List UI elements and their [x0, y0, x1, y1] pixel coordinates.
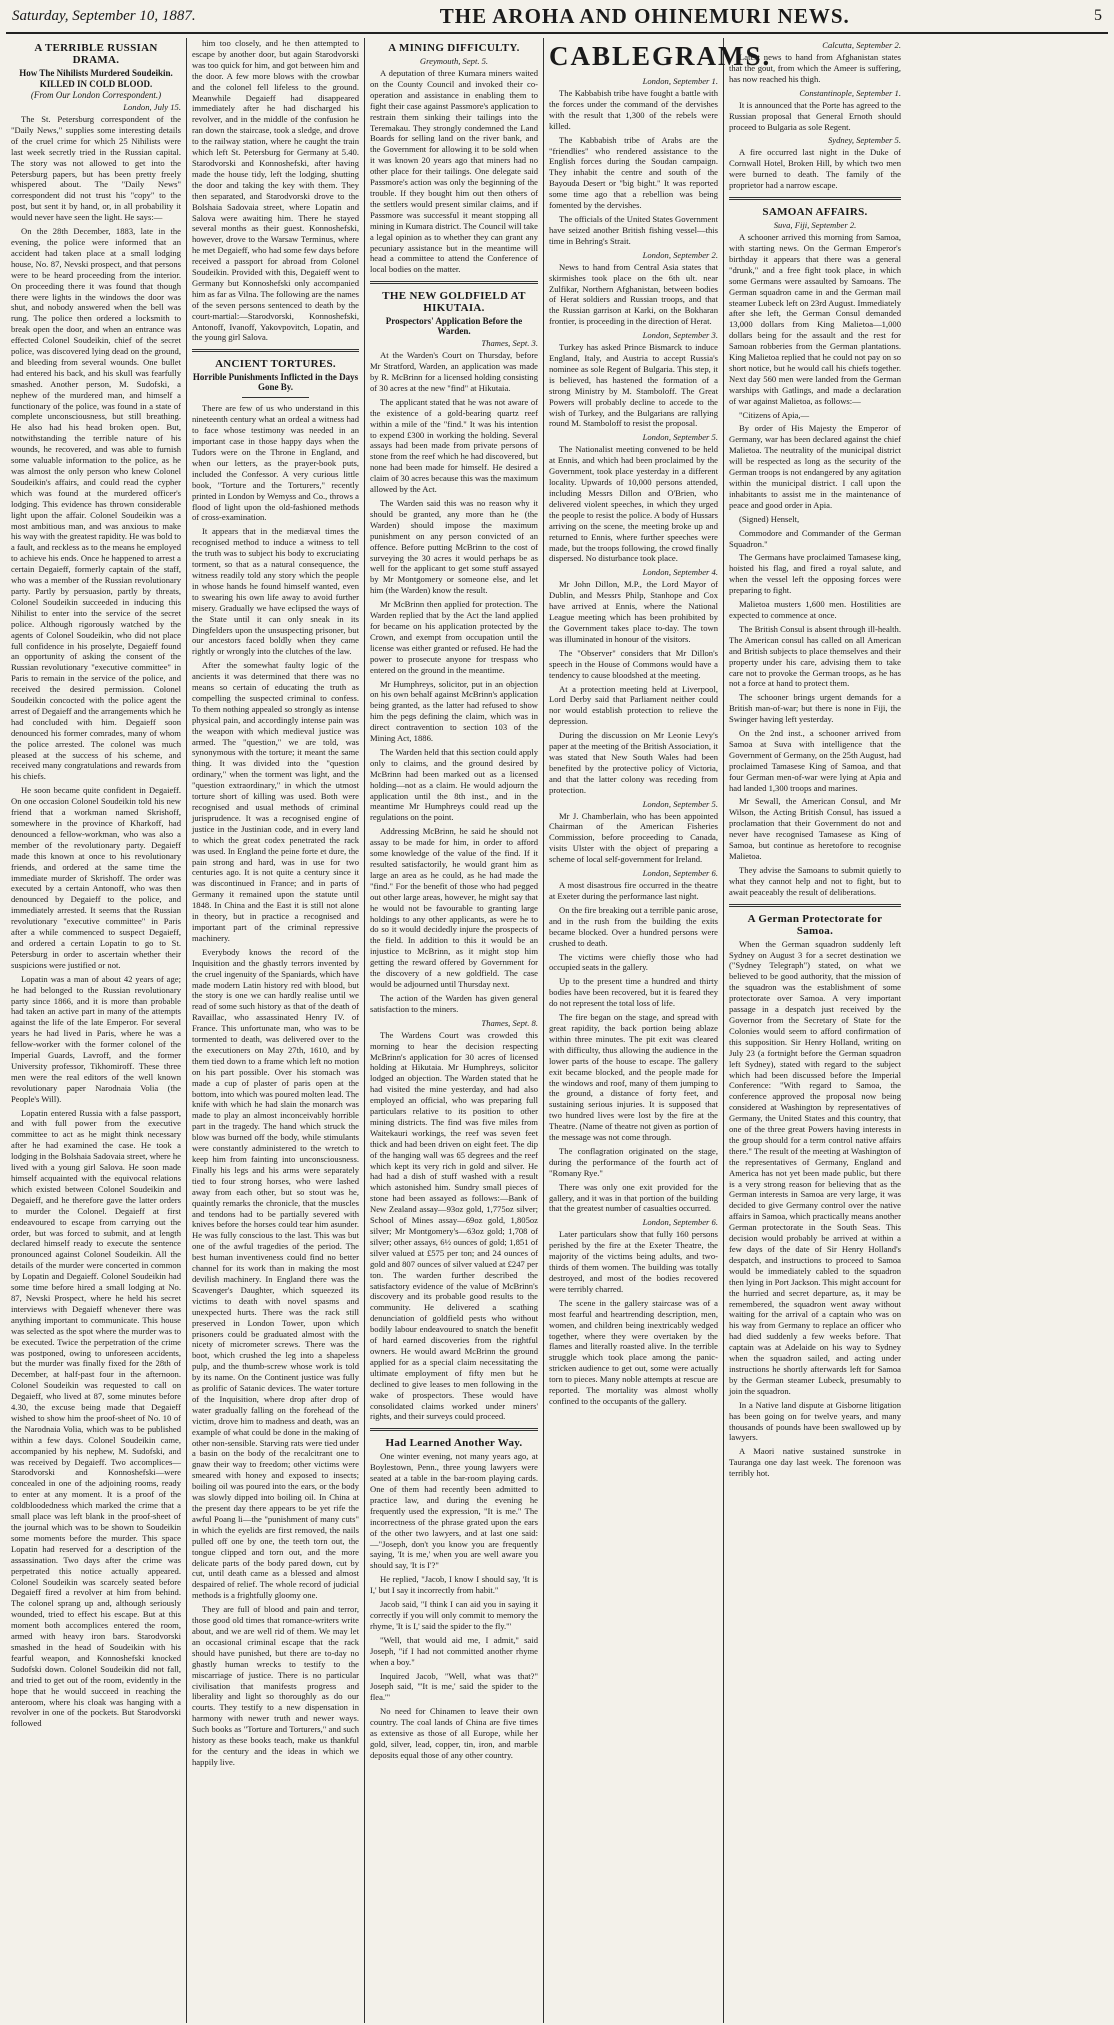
headline: SAMOAN AFFAIRS.	[762, 206, 868, 219]
dateline: Thames, Sept. 3.	[481, 338, 538, 349]
paragraph: The Warden said this was no reason why it should be granted, any more than he (the Warden) should impose the maximum punishment on any person convicted of an offence. Before putting McBrinn to the cost of surveying the 30 acres it would perhaps be as well for the applicant to get some stuff assayed by Mr Montgomery or someone else, and let him (the Warden) know the result.	[370, 498, 538, 596]
cable-list	[549, 76, 718, 1407]
article-body	[370, 350, 538, 1014]
cable-paragraph: Later particulars show that fully 160 persons perished by the fire at the Exeter Theatre, the majority of the victims being adults, and two-thirds of them women. The building was totally destroyed, and most of the bodies recovered were terribly charred.	[549, 1229, 718, 1294]
cable-paragraph: On the fire breaking out a terrible panic arose, and in the rush from the building the exits became blocked. Over a hundred persons were crushed to death.	[549, 904, 718, 948]
paragraph: Malietoa musters 1,600 men. Hostilities are expected to commence at once.	[729, 599, 901, 620]
paragraph: him too closely, and he then attempted to escape by another door, but again Starodvorski was too quick for him, and got between him and the door. A few more blows with the crowbar and the colonel fell lifeless to the ground. Meanwhile Degaieff had disappeared immediately after he had discharged his revolver, and in the middle of the confusion he ran down the staircase, took a sledge, and drove to the railway station, where he caught the train which left St. Petersburg for Germany at 5.40. Starodvorski and Konnoshefski, after having made the house tidy, left the lodging, shutting the door and taking the key with them. They then separated, and Starodvorski drove to the Bolshaia Sadovaia street, where Lopatin and Salova were awaiting him. There he stayed several months as their guest. Konnoshefski, however, drove to the Warsaw Terminus, where he met Degaieff, who had some few days before received a passport for abroad from Colonel Soudeikin. Provided with this, Degaieff went to Germany but Konnoshefski only accompanied him as far as Vilna. The following are the names of the seven persons sentenced to death by the court-martial:—Starodvorski, Konnoshefski, Antonoff, Ivanoff, Yakovpovitch, Lopatin, and the young girl Salova.	[192, 38, 359, 343]
divider	[192, 349, 359, 352]
cable-dateline: London, September 3.	[642, 330, 718, 341]
cable-paragraph: Turkey has asked Prince Bismarck to induce England, Italy, and Austria to accept Russia's nominee as sole Regent of Bulgaria. This step, it is believed, has hastened the formation of a strong Ministry by M. Stamboloff. The Great Powers will probably decline to accede to the wish of Turkey, and the Bulgarians are rallying round M. Stamboloff to resist the proposal.	[549, 342, 718, 429]
page-header	[6, 0, 1108, 34]
cable-paragraph: The victims were chiefly those who had occupied seats in the gallery.	[549, 951, 718, 973]
paragraph: Everybody knows the record of the Inquisition and the ghastly terrors invented by the cruel ingenuity of the Spaniards, which have made modern Latin history red with blood, but the story is one we can hardly realise until we read of some such history as that of the death of Ravaillac, who assassinated Henry IV. of France. This unfortunate man, who was to be tormented to death, was delivered over to the the executioners on May 27th, 1610, and by them tied down to a frame which left no motion on his part possible. Over his stomach was made a cup of plaster of paris open at the bottom, into which was poured molten lead. The knife with which he had slain the monarch was made to play an almost inconceivably horrible part in the tragedy. The hand which struck the blow was burned off the body, while stimulants were constantly administered to the wretch to keep him from fainting into unconsciousness. Finally his legs and his arms were separately tied to four strong horses, who were lashed away from each other, but so stout was he, quaintly remarks the chronicle, that the muscles and tendons had to be partially severed with knives before the horses could tear him asunder. He was fully conscious to the last. This was but one of the awful tragedies of the period. The best human inventiveness could find no better channel for its work than in making the most devilish machinery. In England there was the Scavenger's Daughter, which squeezed its victims to death with novel spasms and unexpected hurts. There was the rack still preserved in London Tower, upon which prisoners could be graduated almost with the nicety of micrometer screws. There was the boot, which crushed the leg into a shapeless pulp, and the thumb-screw whose work is told by its name. On the Continent justice was fully as prolific of Satanic devices. The water torture of the Inquisition, where drop after drop of water gradually falling on the forehead of the victim, drove him to madness and death, was an example of what could be done in the making of other non-sensible. Starving rats were tied under a basin on the body of the recalcitrant one to gnaw their way to freedom; other victims were smeared with honey and exposed to insects; boiling oil was poured into the ears, or the body was slowly dipped into boiling oil. In China at the present day there appears to be yet rife the awful Poang li—the "punishment of many cuts" in which the eyelids are first removed, the nails pulled off one by one, the teeth torn out, the tongue clipped and torn out, and the more delicate parts of the body pared down, cut by cut, until death came as a blessed and almost despaired of relief. The whole record of judicial methods is a frightfully gloomy one.	[192, 946, 359, 1601]
paragraph: He soon became quite confident in Degaieff. On one occasion Colonel Soudeikin told his new friend that a workman named Skrishoff, somewhere in the province of Kharkoff, had denounced a fellow-workman, who was also a member of the revolutionary party. Degaieff made this known at once to his revolutionary friends, and ordered at the same time the immediate murder of Skrishoff. The order was executed by a certain Antonoff, who was then denounced by Degaieff to the police, and immediately arrested. It seems that the Russian revolutionary "executive committee" in Paris after a while commenced to suspect Degaieff, and ordered a certain Lopatin to go to St. Petersburg in order to ascertain whether their suspicions were justified or not.	[11, 785, 181, 970]
paragraph: A Maori native sustained sunstroke in Tauranga one day last week. The forenoon was terribly hot.	[729, 1446, 901, 1479]
columns	[6, 38, 1108, 2023]
cable-paragraph: The officials of the United States Government have seized another British fishing vessel—this time in Behring's Strait.	[549, 213, 718, 246]
article-body	[370, 68, 538, 275]
paragraph: On the 2nd inst., a schooner arrived from Samoa at Suva with intelligence that the Government of Germany, on the 25th August, had proclaimed Tamasese King of Samoa, and that four German men-of-war were lying at Apia and had landed 1,300 troops and marines.	[729, 728, 902, 793]
paragraph: There are few of us who understand in this nineteenth century what an ordeal a witness had to face whose testimony was needed in an important case in those happy days when the Tudors were on the Throne in England, and when our letters, as the prayer-book puts, included the Confessor. A very curious little book, "Torture and the Torturers," recently printed in London by Wemyss and Co., throws a flood of light upon the old-fashioned methods of cross-examination.	[192, 403, 359, 523]
paragraph: It appears that in the mediæval times the recognised method to induce a witness to tell the truth was to subject his body to excruciating torment, so that as a natural consequence, the witness readily told any story which the people in whose hands he found himself wanted, even to swearing his own life away to avoid further misery. Gradually we have eclipsed the ways of the State until it can only sneak in its Dingfelders upon the unsuspecting prisoner, but our ancestors faced boldly when they came rightly or wrongly into the clutches of the law.	[192, 526, 359, 657]
paragraph: At the Warden's Court on Thursday, before Mr Stratford, Warden, an application was made by R. McBrinn for a licensed holding consisting of 30 acres at the new "find" at Hikutaia.	[370, 350, 538, 393]
article-body	[729, 939, 901, 1479]
paragraph: The Germans have proclaimed Tamasese king, hoisted his flag, and fired a royal salute, and when the vessel left the opposing forces were preparing to fight.	[729, 552, 901, 596]
divider	[729, 197, 901, 200]
headline: A MINING DIFFICULTY.	[388, 42, 520, 54]
page-number: 5	[1093, 7, 1102, 24]
headline: ANCIENT TORTURES.	[215, 358, 336, 371]
cable-paragraph: During the discussion on Mr Leonie Levy's paper at the meeting of the British Association, it was stated that New South Wales had been benefited by the protective policy of Victoria, and that the latter colony was receding from protection.	[549, 730, 718, 795]
article-body	[192, 403, 359, 1767]
dateline: Suva, Fiji, September 2.	[773, 220, 857, 231]
cable-dateline: London, September 2.	[642, 249, 718, 260]
headline: A TERRIBLE RUSSIAN DRAMA.	[34, 42, 158, 66]
paragraph: One winter evening, not many years ago, at Boylestown, Penn., three young lawyers were seated at a table in the bar-room playing cards. One of them had recently been admitted to practice law, and during the evening he frequently used the expression, "It is me." The incorrectness of the phrase grated upon the ears of the other two lawyers, and at last one said:—"Joseph, don't you know you are frequently saying, 'It is me,' when you are well aware you should say, 'It is I'?"	[370, 1451, 538, 1571]
paragraph: Mr Humphreys, solicitor, put in an objection on his own behalf against McBrinn's application being granted, as the latter had refused to show him the pegs defining the claim, which was in direct contravention to section 103 of the Mining Act, 1886.	[370, 678, 538, 744]
cable-paragraph: Latest news to hand from Afghanistan states that the gout, from which the Ameer is suffering, has now reached his thigh.	[729, 52, 901, 84]
paragraph: After the somewhat faulty logic of the ancients it was determined that there was no means so certain of educating the truth as compelling the suspected criminal to confess. To them nothing appealed so strongly as intense physical pain, and accordingly intense pain was the weapon with which medieval justice was armed. The "question," we are told, was synonymous with the torture; it meant the same thing. It was divided into the "question ordinary," when the torment was light, and the "question extraordinary," in which the utmost torture short of killing was used. Both were recognised and usual methods of criminal jurisprudence. It was a recognised engine of justice in the Justinian code, and in every land to which the great codex penetrated the rack was used. In England the peine forte et dure, the pain strong and hard, was in use for two centuries ago. It is not quite a century since it was discontinued in France; and in parts of Germany it remained upon the statute until 1848. In China and the East it is still not alone in theory, but in practice a recognised and important part of the criminal repressive machinery.	[192, 660, 359, 943]
cable-paragraph: The conflagration originated on the stage, during the performance of the fourth act of "Romany Rye."	[549, 1145, 718, 1178]
cable-paragraph: The "Observer" considers that Mr Dillon's speech in the House of Commons would have a tendency to cause bloodshed at the meeting.	[549, 647, 718, 680]
paragraph: When the German squadron suddenly left Sydney on August 3 for a secret destination we ("Sydney Telegraph") stated, on what we believed to be good authority, that the mission of the squadron was the establishment of some protectorate over Samoa. A very important passage in a despatch just received by the Governor from the Secretary of State for the Colonies would seem to afford confirmation of this supposition. Sir Henry Holland, writing on July 23 (a fortnight before the German squadron left Sydney), stated with regard to the subject which had been discussed before the Imperial Conference: "With regard to Samoa, the conference approved the proposal now being considered at Washington by representatives of Germany, the United States and this country, that one of the three great Powers having interests in the group should for a term control native affairs there." The result of the meeting at Washington of the representatives of Germany, England and America has not yet been made public, but there is a very strong reason for believing that as the German interests in Samoa are very large, it was decided to give Germany control over the native affairs in Samoa, which practically means another German protectorate in the South Seas. This decision would probably be arrived at within a few days of the date of Sir Henry Holland's despatch, and instructions to proceed to Samoa would be immediately cabled to the squadron then lying in Port Jackson. This might account for the hurried and secret departure, as, it may be remembered, the squadron went away without waiting for the arrival of a captain who was on his way from Germany to replace an officer who had died suddenly a few weeks before. That captain was at Adelaide on his way to Sydney when the squadron sailed, and acting under instructions he shortly afterwards left for Samoa by the German steamer Lubeck, presumably to join the squadron.	[729, 938, 901, 1396]
cable-paragraph: A fire occurred last night in the Duke of Cornwall Hotel, Broken Hill, by which two men were burned to death. The family of the proprietor had a narrow escape.	[729, 147, 901, 191]
paragraph: A deputation of three Kumara miners waited on the County Council and invoked their co-operation and assistance in enabling them to fight their case against Passmore's application to restrain them sinking their tailings into the Teremakau. They strongly condemned the Land Boards for selling land on the river bank, and the Government for allowing it to be sold when it was known 20 years ago that miners had no other place for their tailings. One delegate said Passmore's action was only the beginning of the trouble. If they bought him out then others of the settlers would present similar claims, and if Passmore was successful it meant stopping all mining in Kumara district. The Council will take a legal opinion as to whether they can grant any pecuniary assistance but in the meantime will head a committee to attend the Conference of local bodies on the matter.	[370, 68, 538, 275]
article-body	[729, 232, 901, 898]
cable-paragraph: The Kabbabish tribe have fought a battle with the forces under the command of the dervishes with the result that 1,300 of the rebels were killed.	[549, 88, 718, 131]
paragraph: He replied, "Jacob, I know I should say, 'It is I,' but I say it incorrectly from habit."	[370, 1574, 538, 1596]
paragraph: The action of the Warden has given general satisfaction to the miners.	[370, 992, 538, 1014]
cable-dateline: Calcutta, September 2.	[822, 40, 901, 50]
paragraph: In a Native land dispute at Gisborne litigation has been going on for twelve years, and many thousands of pounds have been swallowed up by lawyers.	[729, 1399, 901, 1443]
dateline: London, July 15.	[123, 102, 181, 112]
article-body	[11, 114, 181, 1729]
cable-dateline: London, September 6.	[642, 868, 718, 879]
paragraph: The St. Petersburg correspondent of the "Daily News," supplies some interesting details of the cruel crime for which 25 Nihilists were last week secretly tried in the Russian capital. The story was not allowed to get into the Petersburg papers, but has been pretty freely whispered about. The "Daily News" correspondent did not trust his "copy" to the post, but sent it by hand, or, in all probability it would never have seen the light. He says:—	[11, 114, 181, 223]
headline: Had Learned Another Way.	[385, 1437, 523, 1450]
paragraph: (Signed) Henselt,	[739, 513, 800, 524]
cable-paragraph: Mr John Dillon, M.P., the Lord Mayor of Dublin, and Messrs Philp, Stanhope and Cox have arrived at Ennis, where the National League meeting which has been prohibited by the Government takes place to-day. The town was illuminated in honour of the visitors.	[549, 579, 718, 644]
cable-paragraph: Mr J. Chamberlain, who has been appointed Chairman of the American Fisheries Commission, before proceeding to Canada, visits Ulster with the object of preparing a scheme of local self-government for Ireland.	[549, 810, 718, 865]
headline: THE NEW GOLDFIELD AT HIKUTAIA.	[382, 290, 526, 315]
paragraph: A schooner arrived this morning from Samoa, with starting news. On the German Emperor's birthday it appears that there was a general "drunk," and a free fight took place, in which some Germans were assaulted by Samoans. The German squadron came in and the German mail steamer Lubeck left on 23rd August. Immediately after she left, the German Consul demanded 13,000 dollars from King Malietoa—1,000 dollars being for the assault and the rest for Samoan robberies from the German plantations. King Malietoa replied that he could not pay on so short notice, but he would call his chiefs together. Next day 560 men were landed from the German warships with Gatlings, and made a declaration of war against Malietoa, as follows:—	[729, 232, 901, 406]
paragraph: The schooner brings urgent demands for a British man-of-war; but there is none in Fiji, the Swinger having left yesterday.	[729, 692, 901, 725]
paragraph: They advise the Samoans to submit quietly to what they cannot help and not to fight, but to await peaceably the result of deliberations.	[729, 864, 901, 897]
cablegrams-heading: CABLEGRAMS.	[549, 41, 772, 71]
dateline: Greymouth, Sept. 5.	[419, 56, 489, 66]
cable-paragraph: At a protection meeting held at Liverpool, Lord Derby said that Parliament neither could nor would establish protection to relieve the depression.	[549, 683, 718, 727]
cable-paragraph: News to hand from Central Asia states that skirmishes took place on the 6th ult. near Zulfikar, Northern Afghanistan, between bodies of Herat soldiers and Russian troops, and that the Russian garrison at Karki, on the Bokharan frontier, is proceeding in the direction of Herat.	[549, 261, 718, 327]
paragraph: No need for Chinamen to leave their own country. The coal lands of China are five times as extensive as those of all Europe, while her gold, silver, lead, copper, tin, iron, and marble deposits equal those of any other country.	[370, 1706, 538, 1760]
divider	[242, 397, 309, 398]
paragraph: "Well, that would aid me, I admit," said Joseph, "if I had not committed another rhyme when a boy."	[370, 1634, 538, 1667]
cable-dateline: London, September 1.	[642, 76, 718, 86]
paragraph: Addressing McBrinn, he said he should not assay to be made for him, in order to afford some knowledge of the value of the find. If it resulted satisfactorily, he would grant him as large an area as he could, as he had made the "find." For the benefit of those who had pegged out other large areas, however, he might say that he would not be favourable to granting large holdings to any other applicants, as were he to do so it would decidedly injure the prospects of the field. In addition to this it would be an injustice to McBrinn, as it might stop him getting the reward offered by Government for the discovery of a new goldfield. The case would be adjourned until Thursday next.	[370, 826, 538, 989]
paragraph: Mr McBrinn then applied for protection. The Warden replied that by the Act the land applied for became on his application protected by the Crown, and exempt from occupation until the license was either granted or refused. He had the power to prosecute anyone for trespass who entered on the ground in the meantime.	[370, 599, 538, 675]
paragraph: The Wardens Court was crowded this morning to hear the decision respecting McBrinn's application for 30 acres of licensed holding at Hikutaia. Mr Humphreys, solicitor lodged an objection. The Warden stated that he had visited the mine yesterday, and had also employed an official, who was preparing full particulars relative to its position to other mining districts. The find was five miles from Waitekauri workings, the reef was seven feet thick and had been driven on eight feet. The dip of the hanging wall was 65 degrees and the reef which kept its very rich in gold and silver. He had had a dish of stuff washed with a result which astonished him. Sundry small pieces of stone had been assayed as follows:—Bank of New Zealand assay—93oz gold, 1,775oz silver; School of Mines assay—69oz gold, 1,805oz silver; Mr Montgomery's—63oz gold; 1,708 of silver; other assays, 6½ ounces of gold; 1,851 of silver valued at £575 per ton; and 24 ounces of gold and 807 ounces of silver valued at £247 per ton. The warden further described the satisfactory evidence of the value of McBrinn's discovery and its probable good results to the community. He delivered a scathing denunciation of goldfield pests who without bodily labour endeavoured to snatch the benefit of hard earned discoveries from the rightful owners. He would award McBrinn the ground applied for as a special claim necessitating the ultimate employment of fifty men but he declined to give leases to men following in the wake of prospectors. These would have consolidated claims worked under miners' rights, and their surveys could proceed.	[370, 1029, 538, 1422]
article-body	[370, 1030, 538, 1423]
paragraph: The Warden held that this section could apply only to claims, and the ground desired by McBrinn had been marked out as a licensed holding—not as a claim. He would adjourn the application until the 8th inst., and in the meantime Mr Humphreys could read up the regulations on the point.	[370, 746, 538, 823]
paragraph: On the 28th December, 1883, late in the evening, the police were informed that an accident had taken place at a small lodging house, No. 87, Nevski prospect, and that persons were to be heard proceeding from the interior. On proceeding there it was found that though there were lights in the windows the door was shut, and nobody answered when the bell was rung. The police then ordered a locksmith to break open the door, and when an entrance was effected Colonel Soudeikin, chief of the secret police, was discovered lying dead on the ground, and bleeding from several wounds. One bullet had entered his back, and his skull was fearfully smashed. Another person, M. Sudofski, a nephew of the murdered man, and himself a functionary of the police, was found in a state of complete unconsciousness, but still breathing. He also had his head broken open. But, notwithstanding the terrible nature of his wounds, he recovered, and was able to furnish some valuable information to the police, as he was almost the only person who knew Colonel Soudeikin's affairs, and could read the cypher which was found at the murdered officer's lodging. This evidence has thrown considerable light upon the affair. Colonel Soudeikin was a most ambitious man, and was anxious to make his way with the greatest rapidity. He was bold to a fault, and reckless as to the means he employed to achieve his ends. Once he happened to arrest a certain Degaieff, formerly captain of the staff, who was a member of the Russian revolutionary party. Partly by persuasion, partly by threats, Colonel Soudeikin succeeded in inducing this Nihilist to enter into the service of the secret police. Although rigorously watched by the agents of Colonel Soudeikin, who did not place full confidence in his proselyte, Degaieff found an opportunity of asking the consent of the Russian revolutionary "executive committee" in Paris to remain in the service of the police, and received the desired permission. Colonel Soudeikin concocted with the police agent the arrest of Degaieff and the arrangements which he had concluded with him. Degaieff soon denounced his former comrades, many of whom the police arrested. The colonel was much pleased at the success of his scheme, and received many congratulations and rewards from his chiefs.	[11, 226, 181, 782]
cable-dateline: Sydney, September 5.	[827, 135, 901, 146]
cable-dateline: Constantinople, September 1.	[799, 87, 901, 98]
cable-paragraph: The Nationalist meeting convened to be held at Ennis, and which had been proclaimed by the Government, took place yesterday in a different locality. Upwards of 10,000 persons attended, including Messrs Dillon and O'Brien, who delivered violent speeches, in which they urged the people to resist the police. A body of Hussars arriving on the scene, the meeting broke up and returned to Ennis, where further speeches were made, but the troops following, the crowd finally dispersed. No disturbance took place.	[549, 444, 718, 564]
paragraph: Commodore and Commander of the German Squadron."	[729, 527, 901, 549]
dateline: Thames, Sept. 8.	[481, 1017, 538, 1028]
column-2	[187, 38, 365, 2023]
cable-paragraph: It is announced that the Porte has agreed to the Russian proposal that General Ernoth should proceed to Bulgaria as sole Regent.	[729, 99, 901, 132]
subheadline: KILLED IN COLD BLOOD.	[39, 79, 153, 89]
headline: A German Protectorate for Samoa.	[747, 912, 883, 937]
cable-paragraph: The Kabbabish tribe of Arabs are the "friendlies" who rendered assistance to the English forces during the Soudan campaign. They inhabit the centre and south of the Bayouda Desert or "big bight." It was reported some time ago that a rebellion was being fomented by the dervishes.	[549, 134, 718, 211]
cable-dateline: London, September 4.	[642, 567, 718, 578]
byline: (From Our London Correspondent.)	[30, 90, 162, 100]
divider	[370, 281, 538, 284]
cable-paragraph: A most disastrous fire occurred in the theatre at Exeter during the performance last night.	[549, 880, 718, 901]
paragraph: By order of His Majesty the Emperor of Germany, war has been declared against the chief Malietoa. The neutrality of the municipal district will be respected as long as the security of the German troops is not endangered by any agitation within the municipal district. I call upon the inhabitants to assist me in the maintenance of peace and good order in Apia.	[729, 423, 901, 510]
paragraph: Jacob said, "I think I can aid you in saying it correctly if you will only commit to memory the rhyme, 'It is I,' said the spider to the fly.'"	[370, 1599, 538, 1631]
issue-date: Saturday, September 10, 1887.	[12, 7, 196, 24]
subheadline: How The Nihilists Murdered Soudeikin.	[19, 68, 173, 78]
paragraph: Mr Sewall, the American Consul, and Mr Wilson, the Acting British Consul, has issued a proclamation that their Government do not and never have recognised Tamasese as King of Samoa, but continue as heretofore to recognise Malietoa.	[729, 796, 901, 861]
paragraph: "Citizens of Apia,—	[739, 409, 810, 420]
cable-dateline: London, September 5.	[642, 798, 718, 809]
paragraph: Inquired Jacob, "Well, what was that?" Joseph said, "'It is me,' said the spider to the flea.'"	[370, 1670, 538, 1703]
paragraph: The British Consul is absent through ill-health. The American consul has called on all American and British subjects to place themselves and their property under his care, advising them to take care not to provoke the German troops, as he has not a force at hand to protect them.	[729, 623, 901, 689]
divider	[370, 1428, 538, 1431]
cable-paragraph: The fire began on the stage, and spread with great rapidity, the back portion being ablaze within three minutes. The pit exit was cleared with difficulty, thus allowing the audience in the lower parts of the house to escape. The gallery exit became blocked, and the people made for the windows and roof, many of them jumping to the ground, a distance of forty feet, and sustaining serious injuries. It is supposed that two hundred lives were lost by the fire at the Theatre. (Name of theatre not given as portion of the message was not come through.	[549, 1012, 718, 1143]
newspaper-title: THE AROHA AND OHINEMURI NEWS.	[439, 3, 850, 28]
cable-list	[729, 40, 901, 191]
column-1	[6, 38, 187, 2023]
divider	[729, 904, 901, 907]
paragraph: They are full of blood and pain and terror, those good old times that romance-writers write about, and we are well rid of them. We may let an occasional criminal escape that the rack should have punished, but there are to-day no ghastly human wrecks to testify to the miscarriage of justice. There is no particular civilisation that manifests progress and liberality and light so thoroughly as do our courts. They testify to a new dispensation in harmony with newer truth and newer ways. Such books as "Torture and Torturers," and such history as these books teach, make us thankful for the century and the ideas in which we happily live.	[192, 1604, 359, 1767]
subheadline: Horrible Punishments Inflicted in the Days Gone By.	[192, 372, 359, 393]
cable-paragraph: There was only one exit provided for the gallery, and it was in that portion of the building that the greatest number of casualties occurred.	[549, 1181, 718, 1214]
subheadline: Prospectors' Application Before the Warden.	[385, 316, 523, 337]
cable-paragraph: The scene in the gallery staircase was of a most fearful and heartrending description, men, women, and children being inextricably wedged together, where they were overtaken by the flames and literally roasted alive. In the terrible struggle which took place among the panic-stricken audience to get out, some were actually torn to pieces. Many noble attempts at rescue are reported. The mortality was almost wholly confined to the occupants of the gallery.	[549, 1297, 718, 1406]
paragraph: The applicant stated that he was not aware of the existence of a gold-bearing quartz reef within a mile of the "find." It was his intention to expend £300 in working the holding. Several assays had been made from private persons of stone from the reef which he had discovered, but none had been made for himself. He desired a claim of 30 acres because this was the maximum allowed by the Act.	[370, 396, 539, 495]
article-body	[370, 1451, 538, 1760]
paragraph: Lopatin was a man of about 42 years of age; he had belonged to the Russian revolutionary party since 1866, and it is more than probable had taken an active part in many of the attempts against the life of the late Emperor. For several years he had lived in Paris, where he was a fellow-worker with the former colonel of the Imperial Guards, Lavroff, and the former University professor, Tikhomiroff. These three men were the real editors of the well known revolutionary paper Narodnaia Volia (the People's Will).	[11, 973, 181, 1104]
cable-dateline: London, September 5.	[642, 432, 718, 443]
article-body	[192, 38, 359, 343]
column-5	[724, 38, 906, 2023]
cable-dateline: London, September 6.	[642, 1217, 718, 1228]
paragraph: Lopatin entered Russia with a false passport, and with full power from the executive committee to act as he might think necessary after he had examined the case. He took a lodging in the Bolshaia Sadovaia street, where he lived with a young girl Salova. He soon made himself acquainted with the equivocal relations which existed between Colonel Soudeikin and Degaieff, and he therefore gave the latter orders to murder the Colonel. Degaieff at first endeavoured to escape from carrying out the order, but was forced to submit, and at length declared himself ready to execute the sentence pronounced against Colonel Soudeikin. All the details of the murder were concerted in common by Lopatin and Degaieff. Colonel Soudeikin had some time before hired a small lodging at No. 87, Nevski Prospect, where he held his secret interviews with Degaieff whenever there was anything important to communicate. This house was selected as the spot where the murder was to be executed. Twice the perpetration of the crime was postponed, owing to unforeseen accidents, but the murder was finally fixed for the 28th of December, at half-past four in the afternoon. Colonel Soudeikin was requested to call on Degaieff, who lived at 87, some minutes before 4.30, the excuse being made that Degaieff wished to show him the proof-sheet of No. 10 of the Narodnaia Volia, which was to be published within a few days. Colonel Soudeikin came, accompanied by his nephew, M. Sudofski, and was received by Degaieff. Two accomplices—Starodvorski and Konnoshefski—were concealed in one of the adjoining rooms, ready to enter at any moment. It is a proof of the coldbloodedness which marked the crime that a small place was left blank in the proof-sheet of the journal which was to be shown to Soudeikin some moments before the murder. This space Lopatin had reserved for a description of the assassination. Two days after the crime was perpetrated this notice actually appeared. Colonel Soudeikin was scarcely seated before Degaieff fired a revolver at him from behind. The colonel sprang up and, although seriously wounded, tried to effect his escape. But at this moment both accomplices entered the room, armed with heavy iron bars. Starodvorski smashed in the head of Soudeikin with his fearful weapon, and Konnoshefski knocked Sudofski down. Colonel Soudeikin did not fall, and tried to get out of the room, evidently in the hope that he would succeed in reaching the anteroom, where his cloak was hanging with a revolver in one of the pockets. But Starodvorski followed	[11, 1107, 181, 1729]
column-3	[365, 38, 544, 2023]
cable-paragraph: Up to the present time a hundred and thirty bodies have been recovered, but it is feared they do not represent the total loss of life.	[549, 976, 718, 1009]
